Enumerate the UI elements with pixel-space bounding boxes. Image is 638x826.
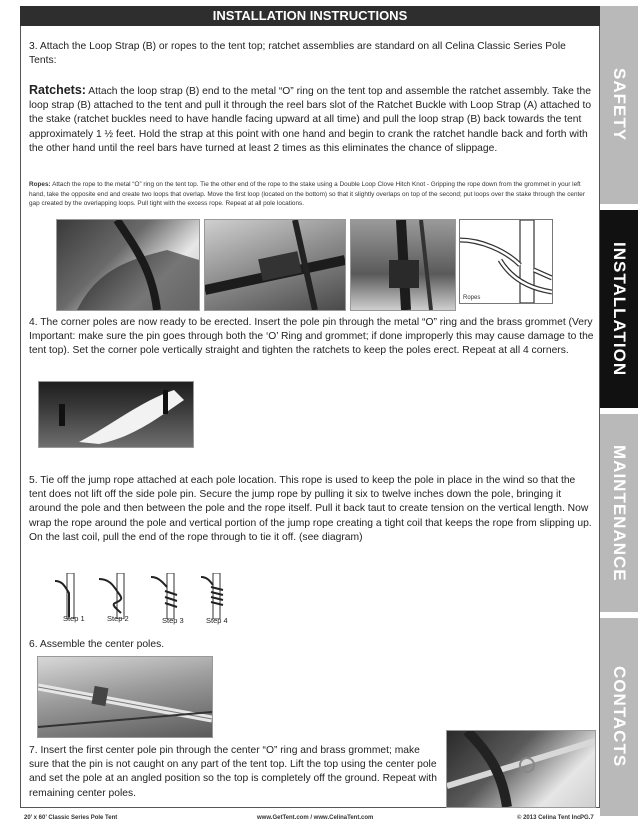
step5-text: 5. Tie off the jump rope attached at each pole location. This rope is used to keep the pole in place in the wind so that the tent does not lift off the side pole pin. Secure the jump rope by pulling it six to twelve inches down the pole, bringing it around the pole and then between the pole and the rope itself. Pull it back taut to create tension on the vertical length. Now wrap the rope around the pole and vertical portion of the jump rope creating a tight coil that keeps the rope from slipping up. On the last coil, pull the end of the rope through to tie it off. (see diagram) <box>29 475 592 543</box>
center-pole-photo-art <box>38 657 212 737</box>
ropes-text: Attach the rope to the metal “O” ring on the tent top. Tie the other end of the rope to the stake using a Double Loop Clove Hitch Knot - Gripping the rope down from the grommet in your left hand, take the opposite end and create two loops that overlap. Move the first loop (located on the bottom) so that it slightly overlaps on top of the second; put loops over the stake through the center gap created by the overlapping loops. Pull tight with the excess rope. Repeat at all pole locations. <box>29 181 585 208</box>
corner-pole-photo <box>38 381 194 448</box>
step3-label: Step 3 <box>162 616 184 625</box>
ratchet-photo-1-art <box>57 220 199 310</box>
step4-label: Step 4 <box>206 616 228 625</box>
center-pole-photo <box>37 656 213 738</box>
tab-maintenance-label: MAINTENANCE <box>610 444 629 582</box>
step2-label: Step 2 <box>107 614 129 623</box>
step4-text: 4. The corner poles are now ready to be erected. Insert the pole pin through the metal “O” ring and the brass grommet (Very Important: make sure the pin goes through both the ‘O’ Ring and grommet; if done improperly this may cause damage to the tent top). Set the corner pole vertically straight and tighten the ratchets to keep the poles erect. Repeat at all 4 corners. <box>29 317 594 357</box>
tab-contacts[interactable] <box>600 618 638 816</box>
jump-rope-diagram <box>55 573 245 619</box>
tab-safety-label: SAFETY <box>610 68 629 142</box>
tab-maintenance[interactable] <box>600 414 638 612</box>
ropes-diagram-label: Ropes <box>463 295 481 301</box>
lift-tent-photo-art <box>447 731 595 807</box>
ratchet-photo-3-art <box>351 220 455 310</box>
lift-tent-photo <box>446 730 596 808</box>
tab-safety[interactable] <box>600 6 638 204</box>
step3-ratchets-paragraph <box>29 83 595 156</box>
step4-pole <box>213 573 220 619</box>
clove-hitch-illustration <box>460 220 552 303</box>
tab-contacts-label: CONTACTS <box>610 666 629 768</box>
ratchet-photo-2 <box>204 219 346 311</box>
step3-intro: 3. Attach the Loop Strap (B) or ropes to the tent top; ratchet assemblies are standard on all Celina Classic Series Pole Tents: <box>29 41 566 67</box>
ratchet-photo-2-art <box>205 220 345 310</box>
step3-pole <box>167 573 174 619</box>
ratchets-text: Attach the loop strap (B) end to the metal “O” ring on the tent top and assemble the ratchet assembly. Take the loop strap (B) attached to the tent and pull it through the reel bars slot of the Ratchet Buckle with Loop Strap (A) attached to the stake (ratchet buckles need to have handle facing upward at all time) and pull the loop strap (B) back towards the tent approximately 1 ½ feet. Hold the strap at this point with one hand and begin to crank the ratchet handle back and forth with the other hand until the reel bars have turned at least 2 times as this eliminates the chance of slippage. <box>29 86 592 154</box>
step6-text: 6. Assemble the center poles. <box>29 639 165 650</box>
rope-knot-diagram <box>459 219 553 304</box>
step1-label: Step 1 <box>63 614 85 623</box>
footer-copyright: © 2013 Celina Tent Inc. <box>517 815 582 821</box>
corner-pole-photo-art <box>39 382 193 447</box>
ratchet-photo-3 <box>350 219 456 311</box>
step3-ropes-paragraph <box>29 180 595 209</box>
tab-installation-label: INSTALLATION <box>610 241 629 377</box>
footer-product: 20’ x 60’ Classic Series Pole Tent <box>24 815 118 821</box>
footer-website[interactable]: www.GetTent.com / www.CelinaTent.com <box>257 815 374 821</box>
ropes-label: Ropes: <box>29 181 51 188</box>
step7-text: 7. Insert the first center pole pin through the center “O” ring and brass grommet; make sure that the pin is not caught on any part of the tent top. Lift the top using the center pole and set the pole at an angled position so the top is completely off the ground. Repeat with remaining center poles. <box>29 745 437 799</box>
page-title: INSTALLATION INSTRUCTIONS <box>20 6 600 26</box>
ratchets-label: Ratchets: <box>29 83 86 97</box>
tab-installation[interactable] <box>600 210 638 408</box>
ratchet-photo-1 <box>56 219 200 311</box>
footer-page-number: PG.7 <box>580 815 594 821</box>
